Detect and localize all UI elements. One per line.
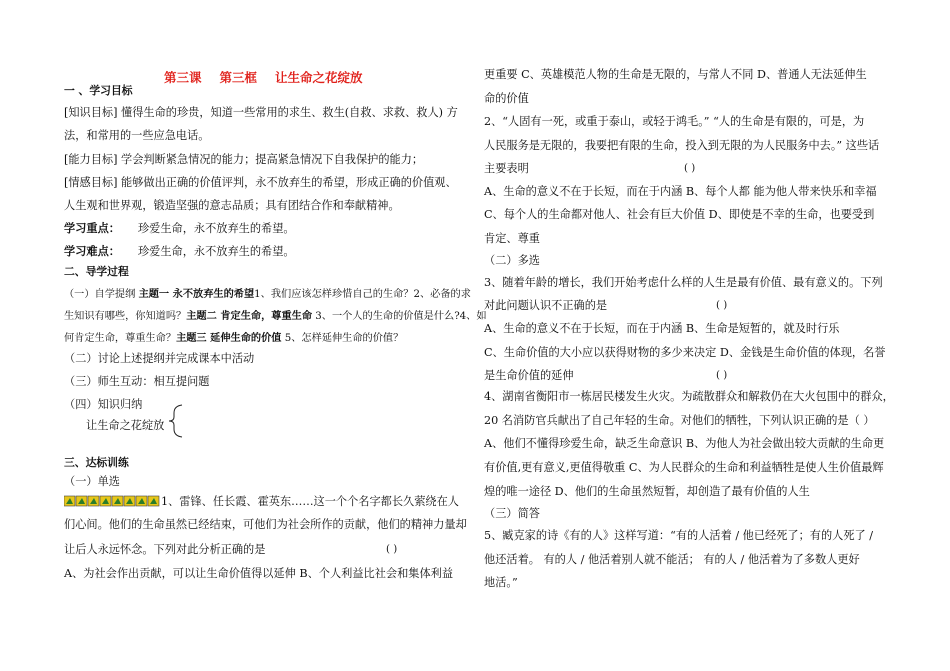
- guide-text: 何肯定生命，尊重生命？: [64, 333, 177, 344]
- key-point-label: 学习重点：: [64, 221, 120, 235]
- page-title: [164, 68, 363, 86]
- brace-icon: [168, 404, 184, 438]
- question-5-line: 地活。”: [484, 576, 518, 589]
- question-2-options: A、生命的意义不在于长短，而在于内涵 B、每个人都 能为他人带来快乐和幸福: [484, 185, 877, 198]
- decorative-icon-strip: [64, 495, 160, 507]
- question-2-line: 主要表明: [484, 162, 529, 175]
- question-3-options: 是生命价值的延伸: [484, 369, 574, 382]
- title-section: 第三框: [219, 70, 258, 85]
- difficult-point-text: 珍爱生命，永不放弃生的希望。: [137, 245, 295, 258]
- section-heading: 二、导学过程: [64, 265, 129, 278]
- knowledge-goal-line: [知识目标] 懂得生命的珍贵，知道一些常用的求生、救生(自救、求救、救人) 方: [64, 106, 458, 119]
- answer-blank: ( ): [716, 300, 728, 311]
- single-choice-heading: （一）单选: [64, 475, 120, 488]
- question-2-line: 人民服务是无限的，我要把有限的生命，投入到无限的为人民服务中去。” 这些话: [484, 139, 880, 152]
- step-summary: （四）知识归纳: [64, 398, 143, 411]
- section-heading: 一 、学习目标: [64, 84, 133, 97]
- question-3-options: A、生命的意义不在于长短，而在于内涵 B、生命是短暂的，就及时行乐: [484, 322, 840, 335]
- difficult-point-label: 学习难点：: [64, 244, 120, 258]
- ability-goal-line: [能力目标] 学会判断紧急情况的能力；提高紧急情况下自我保护的能力；: [64, 153, 424, 166]
- question-1-line: 让后人永远怀念。下列对此分析正确的是: [64, 543, 266, 556]
- question-4-line: 20 名消防官兵献出了自己年轻的生命。对他们的牺牲，下列认识正确的是（ ）: [484, 414, 875, 427]
- question-4-options: 有价值,更有意义,更值得敬重 C、为人民群众的生命和利益牺牲是使人生价值最辉: [484, 461, 884, 474]
- question-2-line: 2、“人固有一死，或重于泰山，或轻于鸿毛。” “人的生命是有限的，可是，为: [484, 115, 865, 128]
- emotion-goal-line: 人生观和世界观，锻造坚强的意志品质；具有团结合作和奉献精神。: [64, 199, 400, 212]
- key-point: [64, 221, 295, 236]
- answer-blank: ( ): [684, 163, 696, 174]
- question-1-options: 命的价值: [484, 92, 529, 105]
- question-5-line: 5、臧克家的诗《有的人》这样写道：“有的人活着 / 他已经死了；有的人死了 /: [484, 529, 874, 542]
- title-lesson: 第三课: [164, 70, 202, 85]
- knowledge-goal-line: 法，和常用的一些应急电话。: [64, 129, 210, 142]
- question-1-line: 们心间。他们的生命虽然已经结束，可他们为社会所作的贡献，他们的精神力量却: [64, 518, 467, 531]
- question-1-options: 更重要 C、英雄模范人物的生命是无限的，与常人不同 D、普通人无法延伸生: [484, 68, 867, 81]
- multi-choice-heading: （二）多选: [484, 254, 540, 267]
- question-1-line: [64, 495, 459, 509]
- section-heading: 三、达标训练: [64, 456, 129, 469]
- question-1-options: A、为社会作出贡献，可以让生命价值得以延伸 B、个人利益比社会和集体利益: [64, 567, 454, 580]
- key-point-text: 珍爱生命，永不放弃生的希望。: [137, 222, 295, 235]
- question-3-line: 3、随着年龄的增长，我们开始考虑什么样的人生是最有价值、最有意义的。下列: [484, 276, 883, 289]
- title-topic: 让生命之花绽放: [275, 70, 363, 85]
- answer-blank: ( ): [386, 544, 398, 555]
- answer-blank: ( ): [716, 370, 728, 381]
- question-3-line: 对此问题认识不正确的是: [484, 299, 608, 312]
- question-2-options: 肯定、尊重: [484, 232, 540, 245]
- theme-label: 主题一 永不放弃生的希望: [138, 288, 255, 300]
- guide-outline-line: [64, 309, 487, 324]
- theme-label: 主题三 延伸生命的价值: [176, 332, 282, 344]
- question-3-options: C、生命价值的大小应以获得财物的多少来决定 D、金钱是生命价值的体现，名誉: [484, 346, 886, 359]
- summary-topic: 让生命之花绽放: [86, 419, 165, 432]
- short-answer-heading: （三）简答: [484, 507, 540, 520]
- question-4-options: 煌的唯一途径 D、他们的生命虽然短暂，却创造了最有价值的人生: [484, 485, 810, 498]
- question-4-line: 4、湖南省衡阳市一栋居民楼发生火灾。为疏散群众和解救仍在大火包围中的群众，: [484, 390, 894, 403]
- guide-outline-line: [64, 331, 403, 346]
- question-4-options: A、他们不懂得珍爱生命，缺乏生命意识 B、为他人为社会做出较大贡献的生命更: [484, 437, 885, 450]
- guide-text: 5、怎样延伸生命的价值？: [281, 333, 404, 344]
- difficult-point: [64, 244, 295, 259]
- question-text: 1、雷锋、任长霞、霍英东……这一个个名字都长久萦绕在人: [161, 495, 459, 508]
- guide-text: 3、一个人的生命的价值是什么?4、如: [312, 311, 487, 322]
- guide-text: 1、我们应该怎样珍惜自己的生命？2、必备的求: [254, 289, 471, 300]
- guide-text: 生知识有哪些，你知道吗？: [64, 311, 187, 322]
- step-interact: （三）师生互动：相互提问题: [64, 375, 210, 388]
- emotion-goal-line: [情感目标] 能够做出正确的价值评判，永不放弃生的希望，形成正确的价值观、: [64, 176, 457, 189]
- guide-outline-line: [64, 287, 471, 302]
- guide-text: （一）自学提纲: [64, 289, 139, 300]
- question-5-line: 他还活着。 有的人 / 他活着别人就不能活； 有的人 / 他活着为了多数人更好: [484, 553, 860, 566]
- question-2-options: C、每个人的生命都对他人、社会有巨大价值 D、即使是不幸的生命，也要受到: [484, 208, 875, 221]
- theme-label: 主题二 肯定生命，尊重生命: [186, 310, 313, 322]
- step-discuss: （二）讨论上述提纲并完成课本中活动: [64, 352, 255, 365]
